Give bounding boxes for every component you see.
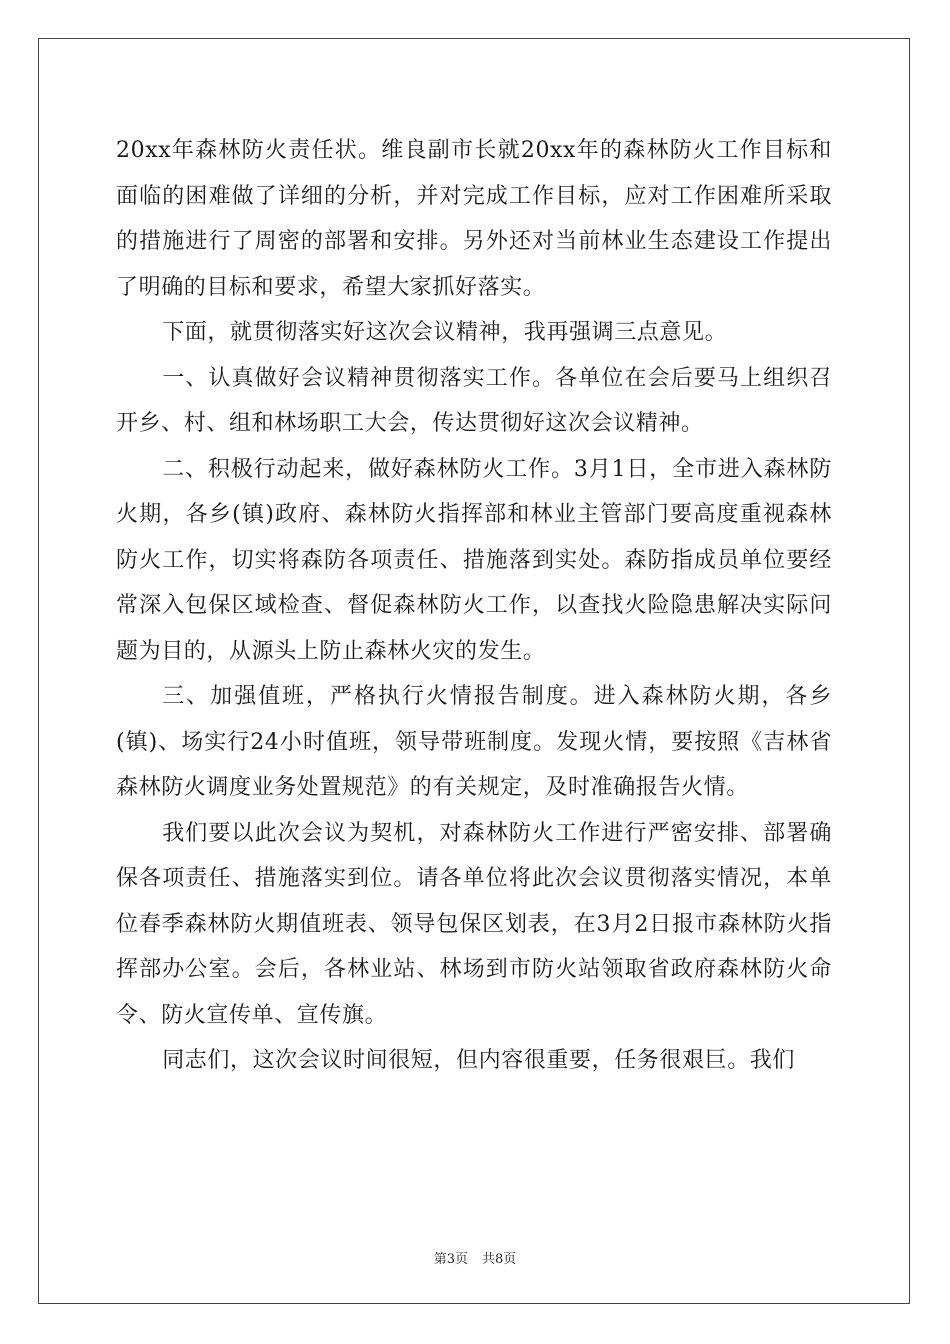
paragraph-4: 二、积极行动起来，做好森林防火工作。3月1日，全市进入森林防火期，各乡(镇)政府、森林防火指挥部和林业主管部门要高度重视森林防火工作，切实将森防各项责任、措施落到实处。森防指成员单位要经常深入包保区域检查、督促森林防火工作，以查找火险隐患解决实际问题为目的，从源头上防止森林火灾的发生。 xyxy=(116,456,832,664)
paragraph-1: 20xx年森林防火责任状。维良副市长就20xx年的森林防火工作目标和面临的困难做了详细的分析，并对完成工作目标，应对工作困难所采取的措施进行了周密的部署和安排。另外还对当前林业生态建设工作提出了明确的目标和要求，希望大家抓好落实。 xyxy=(116,138,832,300)
page-footer xyxy=(0,1248,950,1267)
page-total: 共8页 xyxy=(482,1252,517,1267)
paragraph-3: 一、认真做好会议精神贯彻落实工作。各单位在会后要马上组织召开乡、村、组和林场职工大会，传达贯彻好这次会议精神。 xyxy=(116,365,832,436)
paragraph-6: 我们要以此次会议为契机，对森林防火工作进行严密安排、部署确保各项责任、措施落实到位。请各单位将此次会议贯彻落实情况，本单位春季森林防火期值班表、领导包保区划表，在3月2日报市森林防火指挥部办公室。会后，各林业站、林场到市防火站领取省政府森林防火命令、防火宣传单、宣传旗。 xyxy=(116,820,832,1028)
document-body xyxy=(116,128,832,1084)
paragraph-2: 下面，就贯彻落实好这次会议精神，我再强调三点意见。 xyxy=(162,320,728,345)
paragraph-7: 同志们，这次会议时间很短，但内容很重要，任务很艰巨。我们 xyxy=(162,1048,795,1073)
paragraph-5: 三、加强值班，严格执行火情报告制度。进入森林防火期，各乡(镇)、场实行24小时值班，领导带班制度。发现火情，要按照《吉林省森林防火调度业务处置规范》的有关规定，及时准确报告火情。 xyxy=(116,684,832,800)
page-number: 第3页 xyxy=(433,1252,468,1267)
